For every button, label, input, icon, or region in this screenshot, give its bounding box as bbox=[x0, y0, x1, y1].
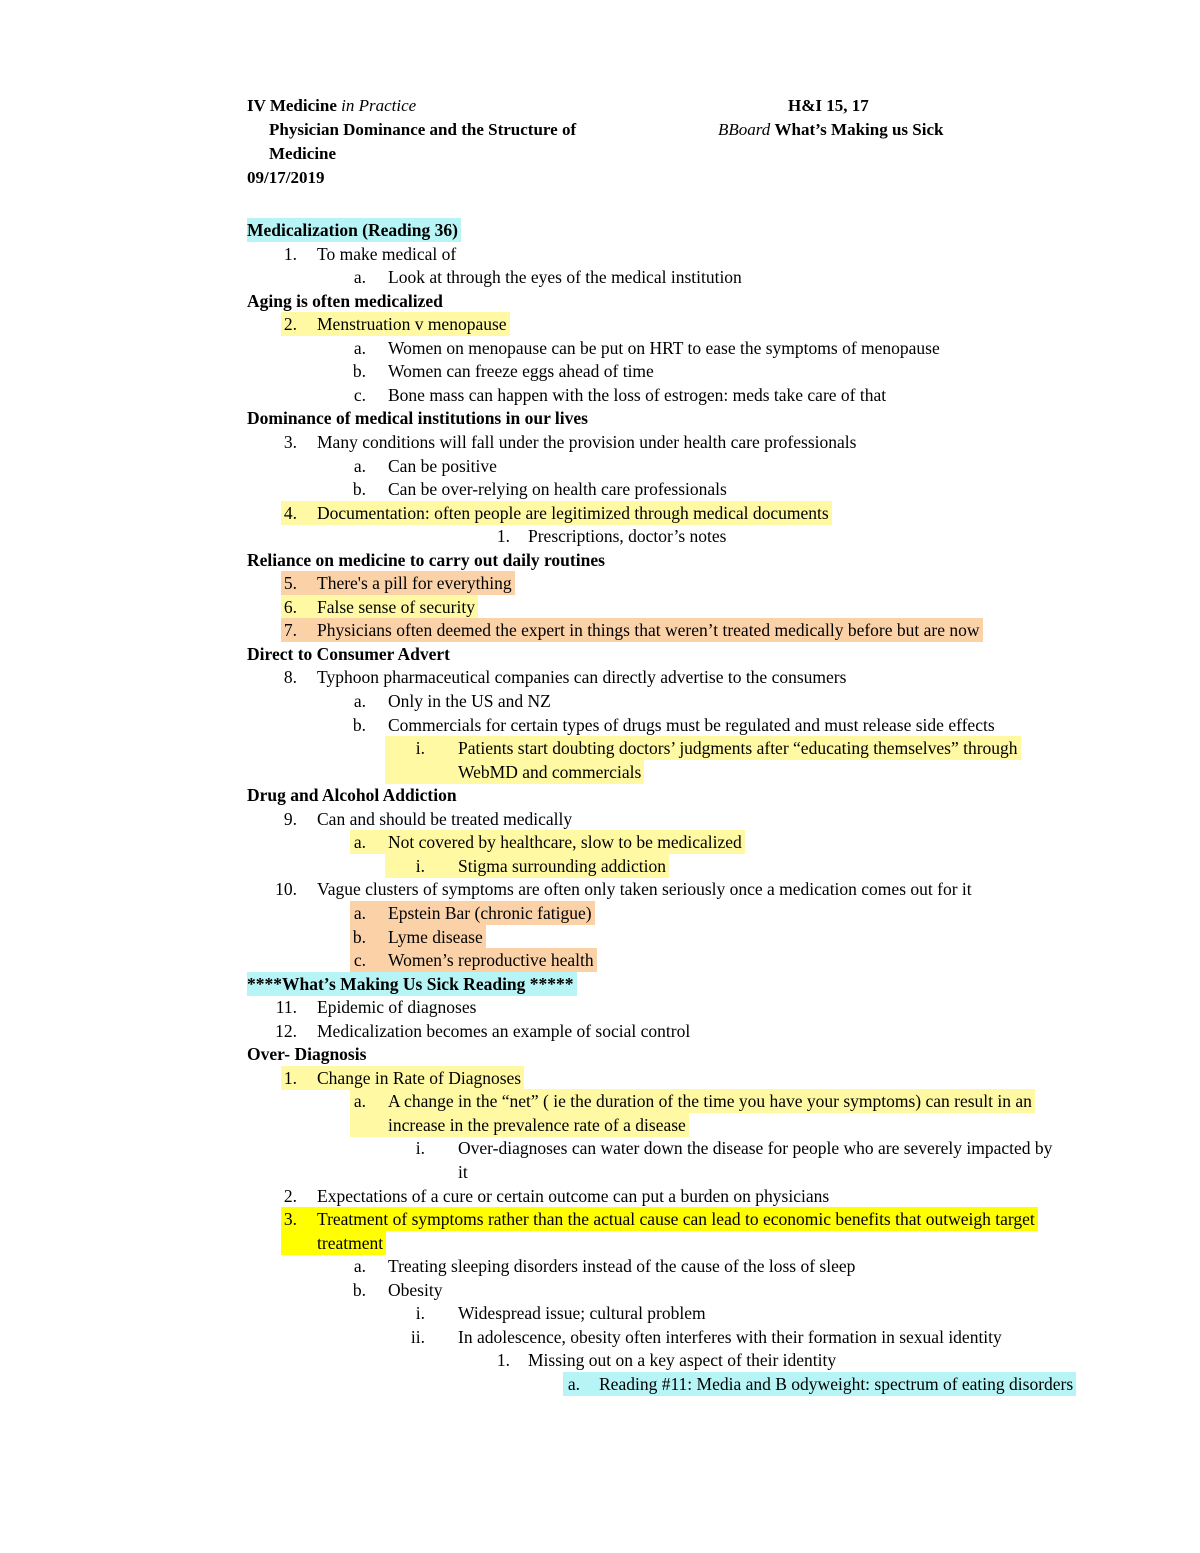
list-marker: 10. bbox=[275, 879, 297, 900]
list-marker: a. bbox=[353, 455, 366, 476]
lecture-date: 09/17/2019 bbox=[247, 168, 325, 187]
item-text: Lyme disease bbox=[388, 926, 483, 947]
outline-item bbox=[0, 689, 1200, 713]
list-marker: 12. bbox=[275, 1020, 297, 1041]
item-text: There's a pill for everything bbox=[317, 573, 512, 594]
outline-item bbox=[0, 1066, 1200, 1090]
bboard-title: What’s Making us Sick bbox=[774, 120, 944, 139]
outline-item bbox=[0, 501, 1200, 525]
item-text: Change in Rate of Diagnoses bbox=[317, 1067, 522, 1088]
list-marker: i. bbox=[415, 855, 425, 876]
list-marker: 5. bbox=[283, 573, 297, 594]
heading-text: ****What’s Making Us Sick Reading ***** bbox=[247, 973, 574, 994]
item-text: Epidemic of diagnoses bbox=[317, 997, 477, 1018]
item-text: To make medical of bbox=[317, 243, 457, 264]
outline-item bbox=[0, 1348, 1200, 1372]
course-title-bold: IV Medicine bbox=[247, 96, 337, 115]
item-text: it bbox=[458, 1162, 468, 1182]
list-marker: 11. bbox=[275, 997, 297, 1018]
list-marker: a. bbox=[353, 1256, 366, 1277]
outline-item bbox=[0, 713, 1200, 737]
list-marker: a. bbox=[353, 832, 366, 853]
list-marker: 7. bbox=[283, 620, 297, 641]
outline-item bbox=[0, 1019, 1200, 1043]
outline-item bbox=[0, 312, 1200, 336]
item-text: Widespread issue; cultural problem bbox=[458, 1303, 706, 1324]
item-text: Obesity bbox=[388, 1279, 443, 1300]
outline-item bbox=[0, 359, 1200, 383]
item-text: treatment bbox=[317, 1232, 384, 1253]
outline-item bbox=[0, 430, 1200, 454]
outline-item bbox=[0, 925, 1200, 949]
heading-text: Over- Diagnosis bbox=[247, 1044, 367, 1065]
outline-item bbox=[0, 665, 1200, 689]
list-marker: ii. bbox=[410, 1326, 425, 1347]
list-marker: 1. bbox=[283, 1067, 297, 1088]
list-marker: b. bbox=[352, 714, 366, 735]
item-text: Reading #11: Media and B odyweight: spectrum of eating disorders bbox=[599, 1373, 1074, 1394]
item-text: Can be positive bbox=[388, 455, 497, 476]
list-marker: a. bbox=[353, 691, 366, 711]
bboard-ref bbox=[718, 118, 943, 142]
item-text: False sense of security bbox=[317, 596, 475, 617]
item-text: Many conditions will fall under the provision under health care professionals bbox=[317, 431, 857, 452]
outline-item bbox=[0, 477, 1200, 501]
chapters-ref: H&I 15, 17 bbox=[788, 96, 869, 115]
list-marker: 1. bbox=[496, 526, 510, 547]
section-heading bbox=[0, 972, 1200, 996]
item-text: Commercials for certain types of drugs must be regulated and must release side effects bbox=[388, 714, 995, 735]
outline-item bbox=[0, 1136, 1200, 1160]
list-marker: 6. bbox=[283, 596, 297, 617]
item-text: In adolescence, obesity often interferes with their formation in sexual identity bbox=[458, 1326, 1002, 1347]
item-text: Women’s reproductive health bbox=[388, 950, 594, 971]
item-text: Medicalization becomes an example of social control bbox=[317, 1020, 691, 1041]
list-marker: 3. bbox=[283, 1209, 297, 1230]
course-title-italic: in Practice bbox=[341, 96, 417, 115]
item-text: Missing out on a key aspect of their identity bbox=[528, 1350, 837, 1371]
item-text: Over-diagnoses can water down the disease for people who are severely impacted by bbox=[458, 1138, 1053, 1159]
list-marker: b. bbox=[352, 361, 366, 382]
heading-text: Drug and Alcohol Addiction bbox=[247, 785, 457, 806]
heading-text: Medicalization (Reading 36) bbox=[247, 220, 458, 240]
section-heading bbox=[0, 783, 1200, 807]
outline-item bbox=[0, 1184, 1200, 1208]
item-text: Not covered by healthcare, slow to be medicalized bbox=[388, 832, 742, 853]
heading-text: Direct to Consumer Advert bbox=[247, 643, 450, 664]
outline-item bbox=[0, 830, 1200, 854]
section-heading bbox=[0, 289, 1200, 313]
list-marker: b. bbox=[352, 479, 366, 500]
item-text: Vague clusters of symptoms are often only taken seriously once a medication comes out for it bbox=[317, 879, 972, 900]
item-text: Can be over-relying on health care professionals bbox=[388, 479, 727, 500]
outline-item bbox=[0, 901, 1200, 925]
outline-item bbox=[0, 1372, 1200, 1396]
outline-item bbox=[0, 265, 1200, 289]
heading-text: Dominance of medical institutions in our lives bbox=[247, 408, 588, 429]
outline-item bbox=[0, 807, 1200, 831]
list-marker: 1. bbox=[496, 1350, 510, 1371]
item-text: Can and should be treated medically bbox=[317, 808, 573, 829]
outline-item bbox=[0, 242, 1200, 266]
list-marker: i. bbox=[415, 738, 425, 759]
outline-item bbox=[0, 383, 1200, 407]
list-marker: 1. bbox=[283, 243, 297, 264]
list-marker: i. bbox=[415, 1138, 425, 1159]
outline-item bbox=[0, 877, 1200, 901]
list-marker: b. bbox=[352, 1279, 366, 1300]
list-marker: b. bbox=[352, 926, 366, 947]
outline-item bbox=[0, 1231, 1200, 1255]
item-text: WebMD and commercials bbox=[458, 761, 642, 782]
list-marker: i. bbox=[415, 1303, 425, 1324]
outline-item bbox=[0, 1301, 1200, 1325]
list-marker: 2. bbox=[283, 314, 297, 335]
outline-item bbox=[0, 571, 1200, 595]
list-marker: 3. bbox=[283, 431, 297, 452]
item-text: Epstein Bar (chronic fatigue) bbox=[388, 902, 592, 923]
item-text: Look at through the eyes of the medical institution bbox=[388, 267, 742, 288]
item-text: Expectations of a cure or certain outcome can put a burden on physicians bbox=[317, 1185, 830, 1206]
item-text: increase in the prevalence rate of a disease bbox=[388, 1114, 686, 1135]
outline-item bbox=[0, 595, 1200, 619]
outline-item bbox=[0, 1325, 1200, 1349]
outline-item bbox=[0, 760, 1200, 784]
section-heading bbox=[0, 548, 1200, 572]
section-heading bbox=[0, 1042, 1200, 1066]
item-text: Prescriptions, doctor’s notes bbox=[528, 526, 727, 547]
topic-title-line2: Medicine bbox=[269, 144, 337, 163]
item-text: Women can freeze eggs ahead of time bbox=[388, 361, 654, 382]
section-heading bbox=[0, 218, 1200, 242]
list-marker: c. bbox=[353, 384, 366, 405]
section-heading bbox=[0, 642, 1200, 666]
topic-title-line1: Physician Dominance and the Structure of bbox=[269, 120, 577, 139]
item-text: Only in the US and NZ bbox=[388, 691, 551, 711]
item-text: Treating sleeping disorders instead of the cause of the loss of sleep bbox=[388, 1256, 856, 1277]
item-text: Bone mass can happen with the loss of estrogen: meds take care of that bbox=[388, 384, 887, 405]
outline-item bbox=[0, 336, 1200, 360]
outline-item bbox=[0, 995, 1200, 1019]
list-marker: a. bbox=[353, 1091, 366, 1112]
item-text: Treatment of symptoms rather than the actual cause can lead to economic benefits that outweigh target bbox=[317, 1209, 1035, 1230]
outline-item bbox=[0, 948, 1200, 972]
heading-text: Aging is often medicalized bbox=[247, 290, 443, 311]
list-marker: 8. bbox=[283, 667, 297, 688]
item-text: Stigma surrounding addiction bbox=[458, 855, 667, 876]
item-text: A change in the “net” ( ie the duration of the time you have your symptoms) can result in an bbox=[388, 1091, 1032, 1112]
outline-item bbox=[0, 1207, 1200, 1231]
outline-item bbox=[0, 1089, 1200, 1113]
item-text: Women on menopause can be put on HRT to ease the symptoms of menopause bbox=[388, 337, 940, 358]
outline-item bbox=[0, 454, 1200, 478]
outline-item bbox=[0, 1113, 1200, 1137]
outline-item bbox=[0, 618, 1200, 642]
item-text: Menstruation v menopause bbox=[317, 314, 507, 335]
list-marker: 9. bbox=[283, 808, 297, 829]
section-heading bbox=[0, 406, 1200, 430]
list-marker: a. bbox=[567, 1373, 580, 1394]
list-marker: a. bbox=[353, 267, 366, 288]
list-marker: a. bbox=[353, 902, 366, 923]
outline-item bbox=[0, 736, 1200, 760]
item-text: Documentation: often people are legitimized through medical documents bbox=[317, 502, 829, 523]
outline-item bbox=[0, 1160, 1200, 1184]
heading-text: Reliance on medicine to carry out daily routines bbox=[247, 549, 605, 570]
item-text: Patients start doubting doctors’ judgments after “educating themselves” through bbox=[458, 738, 1018, 759]
list-marker: a. bbox=[353, 337, 366, 358]
course-title bbox=[247, 94, 416, 118]
outline-item bbox=[0, 524, 1200, 548]
item-text: Typhoon pharmaceutical companies can directly advertise to the consumers bbox=[317, 667, 847, 688]
list-marker: c. bbox=[353, 950, 366, 971]
list-marker: 2. bbox=[283, 1185, 297, 1206]
outline-item bbox=[0, 1278, 1200, 1302]
bboard-label: BBoard bbox=[718, 120, 771, 139]
outline-item bbox=[0, 854, 1200, 878]
list-marker: 4. bbox=[283, 502, 297, 523]
item-text: Physicians often deemed the expert in things that weren’t treated medically before but are now bbox=[317, 620, 980, 641]
outline-item bbox=[0, 1254, 1200, 1278]
